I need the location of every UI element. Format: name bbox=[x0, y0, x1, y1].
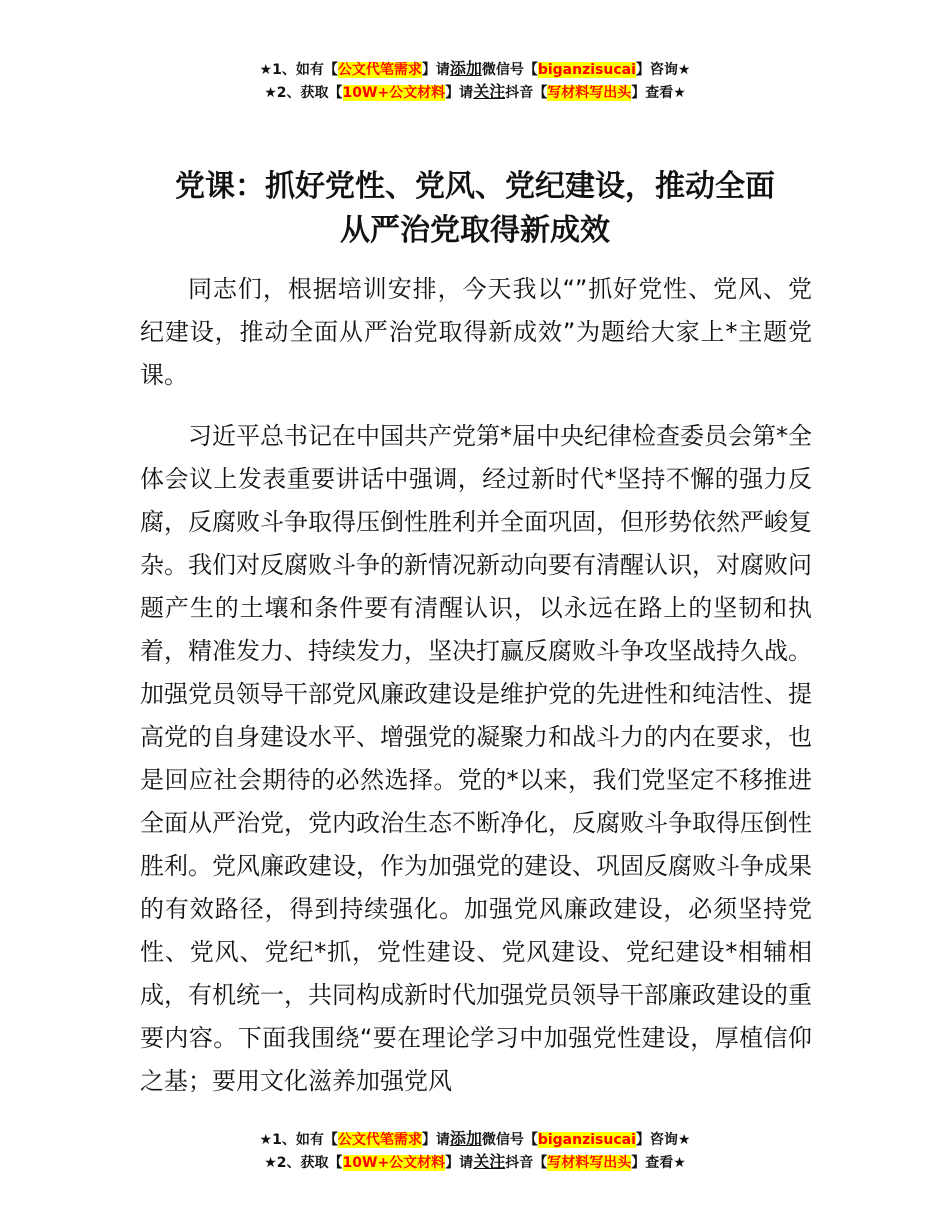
promo-text: ★2、获取【 bbox=[264, 85, 343, 101]
document-title bbox=[120, 165, 830, 253]
promo-text: 】查看★ bbox=[631, 85, 686, 101]
promo-line-2 bbox=[0, 1151, 950, 1174]
promo-text: ★1、如有【 bbox=[259, 62, 338, 78]
promo-text: 抖音【 bbox=[505, 85, 548, 101]
promo-text: ★1、如有【 bbox=[259, 1132, 338, 1148]
promo-highlight: 公文代笔需求 bbox=[337, 62, 422, 78]
promo-line-1 bbox=[0, 58, 950, 81]
promo-text: 】查看★ bbox=[631, 1155, 686, 1171]
promo-text: 】咨询★ bbox=[635, 1132, 691, 1148]
promo-highlight: 写材料写出头 bbox=[547, 85, 632, 101]
promo-emphasis: 添加 bbox=[449, 59, 482, 78]
promo-header bbox=[0, 58, 950, 104]
promo-emphasis: 关注 bbox=[473, 82, 506, 101]
document-body bbox=[140, 268, 812, 1121]
promo-footer bbox=[0, 1128, 950, 1174]
promo-text: 】咨询★ bbox=[635, 62, 691, 78]
paragraph-main: 习近平总书记在中国共产党第*届中央纪律检查委员会第*全体会议上发表重要讲话中强调，经过新时代*坚持不懈的强力反腐，反腐败斗争取得压倒性胜利并全面巩固，但形势依然严峻复杂。我们对反腐败斗争的新情况新动向要有清醒认识，对腐败问题产生的土壤和条件要有清醒认识，以永远在路上的坚韧和执着，精准发力、持续发力，坚决打赢反腐败斗争攻坚战持久战。加强党员领导干部党风廉政建设是维护党的先进性和纯洁性、提高党的自身建设水平、增强党的凝聚力和战斗力的内在要求，也是回应社会期待的必然选择。党的*以来，我们党坚定不移推进全面从严治党，党内政治生态不断净化，反腐败斗争取得压倒性胜利。党风廉政建设，作为加强党的建设、巩固反腐败斗争成果的有效路径，得到持续强化。加强党风廉政建设，必须坚持党性、党风、党纪*抓，党性建设、党风建设、党纪建设*相辅相成，有机统一，共同构成新时代加强党员领导干部廉政建设的重要内容。下面我围绕“要在理论学习中加强党性建设，厚植信仰之基；要用文化滋养加强党风 bbox=[140, 422, 812, 1095]
paragraph-intro: 同志们，根据培训安排，今天我以“”抓好党性、党风、党纪建设，推动全面从严治党取得新成效”为题给大家上*主题党课。 bbox=[140, 275, 812, 389]
promo-highlight: biganzisucai bbox=[537, 1132, 636, 1148]
title-line-2: 从严治党取得新成效 bbox=[340, 213, 610, 248]
promo-emphasis: 添加 bbox=[449, 1129, 482, 1148]
promo-text: 微信号【 bbox=[481, 1132, 538, 1148]
title-line-1: 党课：抓好党性、党风、党纪建设，推动全面 bbox=[175, 169, 775, 204]
promo-highlight: 公文代笔需求 bbox=[337, 1132, 422, 1148]
promo-line-1 bbox=[0, 1128, 950, 1151]
promo-text: ★2、获取【 bbox=[264, 1155, 343, 1171]
promo-text: 抖音【 bbox=[505, 1155, 548, 1171]
promo-highlight: 写材料写出头 bbox=[547, 1155, 632, 1171]
promo-text: 】请 bbox=[445, 1155, 474, 1171]
promo-line-2 bbox=[0, 81, 950, 104]
promo-highlight: biganzisucai bbox=[537, 62, 636, 78]
promo-emphasis: 关注 bbox=[473, 1152, 506, 1171]
promo-text: 】请 bbox=[421, 1132, 450, 1148]
promo-highlight: 10W+公文材料 bbox=[342, 1155, 446, 1171]
promo-text: 】请 bbox=[445, 85, 474, 101]
promo-highlight: 10W+公文材料 bbox=[342, 85, 446, 101]
promo-text: 】请 bbox=[421, 62, 450, 78]
promo-text: 微信号【 bbox=[481, 62, 538, 78]
